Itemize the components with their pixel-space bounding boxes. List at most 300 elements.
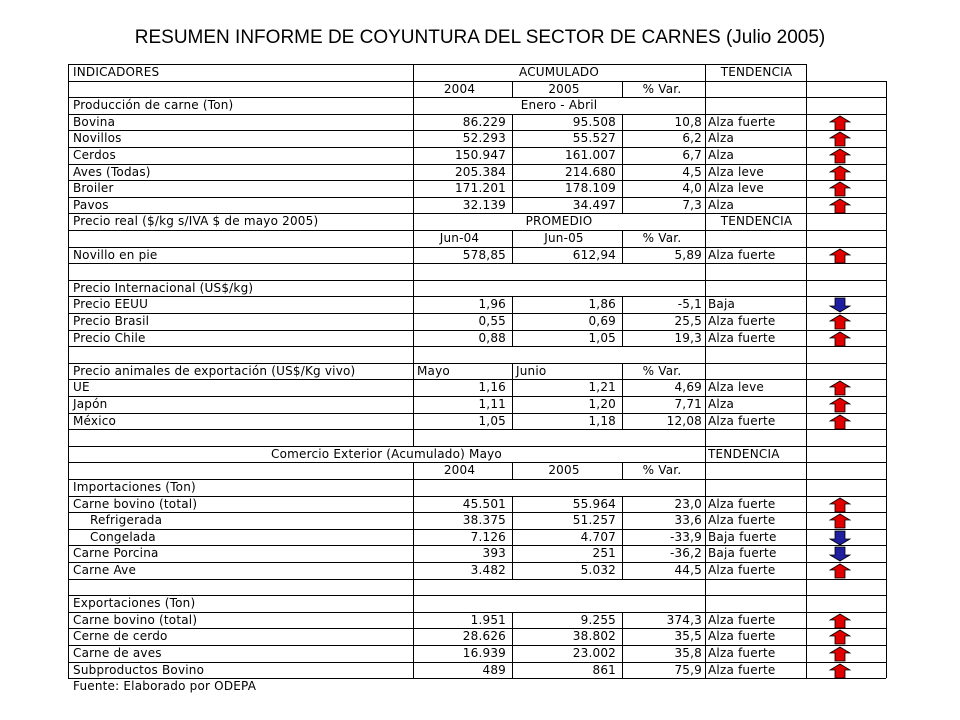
indicator-label: Congelada [90,529,156,544]
col-rule [705,396,706,413]
source-footer: Fuente: Elaborado por ODEPA [73,679,257,693]
indicator-label: Precio Chile [73,330,146,345]
value-col-1: Jun-04 [439,231,480,245]
value-col-1: 1,05 [478,413,506,428]
col-rule-right [886,97,887,114]
col-rule [806,413,807,430]
col-rule [413,479,414,496]
variation-value: 44,5 [674,563,702,577]
col-rule [705,330,706,347]
col-rule [806,213,807,230]
trend-text: Alza fuerte [708,413,776,428]
col-rule [705,164,706,181]
col-rule [705,313,706,330]
col-rule-left [68,413,69,430]
variation-value: 7,71 [674,397,702,411]
col-rule-left [68,346,69,363]
variation-value: 35,5 [674,629,702,644]
variation-value: 19,3 [674,330,702,345]
row-rule [68,81,886,82]
col-rule [705,612,706,629]
col-rule [806,296,807,313]
col-rule-right [886,197,887,214]
col-rule [806,197,807,214]
col-rule-right [886,645,887,662]
col-rule-right [886,413,887,430]
col-rule-left [68,479,69,496]
trend-header: TENDENCIA [720,214,793,229]
trend-text: Alza leve [708,380,765,395]
trend-text: Alza leve [708,164,765,179]
value-col-2: 5.032 [580,563,616,577]
col-rule-left [68,213,69,230]
trend-up-arrow-icon [829,314,851,330]
col-rule-left [68,147,69,164]
value-col-2: 2005 [548,463,580,478]
col-rule [806,180,807,197]
trend-up-arrow-icon [829,380,851,396]
value-col-1: 2004 [443,463,476,478]
trend-text: Alza fuerte [708,496,776,511]
col-rule-left [68,247,69,264]
col-rule-left [68,512,69,529]
col-rule [705,263,706,280]
value-col-2: 38.802 [572,629,616,644]
value-col-1: 32.139 [462,197,506,212]
col-rule-right [886,429,887,446]
col-rule-right [886,612,887,629]
col-rule [806,579,807,596]
indicator-label: Cerdos [73,148,116,162]
col-rule-right [886,496,887,513]
variation-value: % Var. [642,81,682,96]
indicator-label: Pavos [73,197,109,212]
value-col-2: 861 [592,662,616,677]
col-rule-right [886,562,887,579]
col-rule [705,462,706,479]
col-rule [413,363,414,380]
trend-text: Alza [708,131,734,146]
value-col-1: 45.501 [462,496,506,511]
value-col-1: 0,55 [478,314,506,328]
indicator-label: Carne de aves [73,646,162,660]
col-rule [705,130,706,147]
indicator-label: Japón [73,397,108,411]
col-rule-right [886,213,887,230]
variation-value: 25,5 [674,314,702,328]
value-col-2: 2005 [548,81,580,96]
col-rule-left [68,263,69,280]
col-rule [806,97,807,114]
col-rule-left [68,462,69,479]
col-rule-left [68,595,69,612]
col-rule [806,496,807,513]
column-group-header: Enero - Abril [520,98,598,113]
section-label: Producción de carne (Ton) [73,98,234,113]
value-col-2: 214.680 [564,164,616,179]
col-rule [806,147,807,164]
col-rule-left [68,180,69,197]
col-rule [705,529,706,546]
col-rule [705,545,706,562]
trend-text: Alza fuerte [708,247,776,262]
indicator-label: Refrigerada [90,513,163,528]
col-rule [806,330,807,347]
col-rule-right [886,81,887,98]
value-col-2: 612,94 [572,247,616,262]
trend-up-arrow-icon [829,131,851,147]
indicator-label: Carne bovino (total) [73,612,198,627]
col-rule [806,595,807,612]
col-rule [806,512,807,529]
col-rule-left [68,579,69,596]
section-label: Precio real ($/kg s/IVA $ de mayo 2005) [73,214,319,229]
value-col-2: 1,86 [588,297,616,312]
col-rule [806,313,807,330]
col-rule-left [68,363,69,380]
value-col-1: 393 [482,546,506,561]
row-rule [68,64,806,65]
col-rule-left [68,280,69,297]
variation-value: 35,8 [674,646,702,660]
col-rule-right [886,230,887,247]
col-rule [705,280,706,297]
indicator-label: Precio EEUU [73,297,149,312]
col-rule [413,429,414,446]
value-col-1: 171.201 [454,181,506,196]
value-col-1: 1.951 [470,612,506,627]
col-rule-right [886,280,887,297]
col-rule-right [886,545,887,562]
col-rule-left [68,628,69,645]
indicator-label: Novillo en pie [73,247,158,262]
col-rule [705,496,706,513]
trend-up-arrow-icon [829,181,851,197]
col-rule [806,363,807,380]
col-rule-left [68,114,69,131]
value-col-1: 7.126 [470,529,506,544]
trend-text: Alza fuerte [708,114,776,129]
col-rule-right [886,662,887,679]
col-rule-left [68,662,69,679]
indicator-label: México [73,413,117,428]
col-rule [806,662,807,679]
col-rule [806,612,807,629]
trend-up-arrow-icon [829,331,851,347]
col-rule-right [886,296,887,313]
col-rule-right [886,346,887,363]
trend-up-arrow-icon [829,148,851,164]
value-col-2: 1,18 [588,413,616,428]
col-rule [705,628,706,645]
value-col-2: 23.002 [572,646,616,660]
indicator-label: UE [73,380,90,395]
value-col-2: 178.109 [564,181,616,196]
value-col-2: 51.257 [572,513,616,528]
value-col-1: 38.375 [462,513,506,528]
variation-value: 4,5 [682,164,702,179]
col-rule-right [886,529,887,546]
indicator-label: Aves (Todas) [73,164,151,179]
variation-value: 75,9 [674,662,702,677]
trend-up-arrow-icon [829,646,851,662]
value-col-2: 1,05 [588,330,616,345]
col-rule-right [886,164,887,181]
trend-up-arrow-icon [829,563,851,579]
report-title: RESUMEN INFORME DE COYUNTURA DEL SECTOR DE CARNES (Julio 2005) [134,27,826,48]
trend-text: Baja fuerte [708,546,777,561]
col-rule [512,363,513,380]
value-col-2: 95.508 [572,114,616,129]
col-rule [806,529,807,546]
col-rule [806,628,807,645]
col-rule-left [68,130,69,147]
trend-text: Alza fuerte [708,662,776,677]
value-col-1: 1,16 [478,380,506,395]
variation-value: % Var. [642,231,682,245]
trend-up-arrow-icon [829,198,851,214]
col-rule-right [886,462,887,479]
value-col-2: 4.707 [580,529,616,544]
col-rule [806,545,807,562]
value-col-1: Mayo [417,363,450,378]
col-rule [413,595,414,612]
col-rule-right [886,396,887,413]
col-rule-left [68,645,69,662]
variation-value: 6,2 [682,131,702,146]
variation-value: 4,0 [682,181,702,196]
row-rule [68,579,886,580]
value-col-2: 161.007 [564,148,616,162]
col-rule [705,562,706,579]
col-rule [806,64,807,81]
row-rule [68,346,886,347]
col-rule-left [68,313,69,330]
col-rule-right [886,363,887,380]
col-rule [806,429,807,446]
col-rule [705,213,706,230]
col-rule-left [68,197,69,214]
trend-header: TENDENCIA [720,65,793,79]
section-label: Exportaciones (Ton) [73,596,196,611]
value-col-1: 150.947 [454,148,506,162]
value-col-1: 28.626 [462,629,506,644]
col-rule [705,230,706,247]
value-col-2: 55.964 [572,496,616,511]
col-rule-right [886,114,887,131]
col-rule [806,247,807,264]
trend-up-arrow-icon [829,497,851,513]
trend-up-arrow-icon [829,629,851,645]
variation-value: 374,3 [666,612,702,627]
col-rule-right [886,180,887,197]
indicator-label: Bovina [73,114,116,129]
col-rule [705,446,706,463]
col-rule [705,180,706,197]
section-header: Comercio Exterior (Acumulado) Mayo [271,446,502,461]
col-rule-left [68,230,69,247]
trend-text: Alza [708,148,734,162]
col-rule [705,645,706,662]
row-rule [68,462,886,463]
value-col-1: 52.293 [462,131,506,146]
indicator-label: Broiler [73,181,114,196]
col-rule [806,130,807,147]
section-label: Precio Internacional (US$/kg) [73,280,254,295]
col-rule [705,114,706,131]
trend-up-arrow-icon [829,248,851,264]
variation-value: 4,69 [674,380,702,395]
variation-value: % Var. [642,463,682,478]
col-rule-right [886,512,887,529]
col-rule-right [886,313,887,330]
col-rule-left [68,396,69,413]
col-rule-left [68,379,69,396]
col-rule [806,81,807,98]
col-rule [705,479,706,496]
indicator-label: Carne Porcina [73,546,159,561]
row-rule [68,263,886,264]
col-rule [806,479,807,496]
col-rule-right [886,628,887,645]
col-rule [705,379,706,396]
col-rule [705,413,706,430]
trend-text: Alza [708,197,734,212]
value-col-1: 578,85 [462,247,506,262]
trend-text: Alza fuerte [708,629,776,644]
col-rule [705,363,706,380]
col-rule-left [68,612,69,629]
variation-value: % Var. [642,363,682,378]
trend-header: TENDENCIA [708,446,780,461]
indicator-label: Cerne de cerdo [73,629,168,644]
trend-text: Alza fuerte [708,646,776,660]
indicator-label: Carne Ave [73,563,137,577]
trend-up-arrow-icon [829,663,851,679]
col-rule [705,662,706,679]
section-label: Importaciones (Ton) [73,480,196,494]
col-rule [806,396,807,413]
value-col-1: 0,88 [478,330,506,345]
trend-text: Alza fuerte [708,330,776,345]
col-rule-right [886,247,887,264]
col-rule [705,81,706,98]
col-rule-left [68,164,69,181]
value-col-1: 205.384 [454,164,506,179]
value-col-1: 3.482 [470,563,506,577]
trend-text: Baja fuerte [708,529,777,544]
col-rule [806,346,807,363]
col-rule-right [886,379,887,396]
section-label: INDICADORES [73,65,160,79]
col-rule-left [68,562,69,579]
col-rule [806,462,807,479]
variation-value: 5,89 [674,247,702,262]
variation-value: -33,9 [669,529,702,544]
variation-value: 12,08 [666,413,702,428]
col-rule [705,64,706,81]
col-rule-left [68,545,69,562]
row-rule [68,396,886,397]
value-col-1: 489 [482,662,506,677]
trend-down-arrow-icon [829,297,851,313]
value-col-2: 34.497 [572,197,616,212]
col-rule-right [886,595,887,612]
trend-up-arrow-icon [829,513,851,529]
indicator-label: Subproductos Bovino [73,662,205,677]
value-col-2: Junio [516,363,547,378]
col-rule-left [68,64,69,81]
trend-up-arrow-icon [829,414,851,430]
col-rule-left [68,496,69,513]
col-rule [705,429,706,446]
col-rule [806,230,807,247]
col-rule-left [68,81,69,98]
indicator-label: Novillos [73,131,122,146]
column-group-header: PROMEDIO [525,214,593,229]
trend-text: Alza fuerte [708,314,776,328]
trend-text: Alza fuerte [708,513,776,528]
col-rule [705,97,706,114]
value-col-1: 2004 [443,81,476,96]
trend-text: Alza fuerte [708,612,776,627]
col-rule [705,247,706,264]
col-rule-right [886,130,887,147]
col-rule-right [886,263,887,280]
trend-text: Alza fuerte [708,563,776,577]
col-rule-left [68,429,69,446]
value-col-2: 1,20 [588,397,616,411]
col-rule [705,197,706,214]
value-col-1: 16.939 [462,646,506,660]
col-rule [806,164,807,181]
indicator-label: Precio Brasil [73,314,150,328]
col-rule [806,263,807,280]
value-col-2: 9.255 [580,612,616,627]
value-col-1: 1,11 [478,397,506,411]
col-rule-left [68,330,69,347]
variation-value: 10,8 [674,114,702,129]
col-rule [413,346,414,363]
column-group-header: ACUMULADO [519,65,599,79]
col-rule [705,147,706,164]
trend-down-arrow-icon [829,546,851,562]
col-rule [413,579,414,596]
col-rule [705,579,706,596]
variation-value: 33,6 [674,513,702,528]
value-col-1: 1,96 [478,297,506,312]
variation-value: -36,2 [669,546,702,561]
trend-up-arrow-icon [829,115,851,131]
col-rule [705,346,706,363]
trend-text: Alza [708,397,734,411]
indicator-label: Carne bovino (total) [73,496,198,511]
col-rule [806,645,807,662]
value-col-2: 1,21 [588,380,616,395]
value-col-1: 86.229 [462,114,506,129]
col-rule [806,280,807,297]
col-rule [413,280,414,297]
col-rule-right [886,446,887,463]
col-rule-right [886,479,887,496]
col-rule-right [886,579,887,596]
trend-text: Alza leve [708,181,765,196]
col-rule-left [68,97,69,114]
trend-text: Baja [708,297,736,312]
col-rule [806,114,807,131]
trend-up-arrow-icon [829,613,851,629]
trend-up-arrow-icon [829,397,851,413]
